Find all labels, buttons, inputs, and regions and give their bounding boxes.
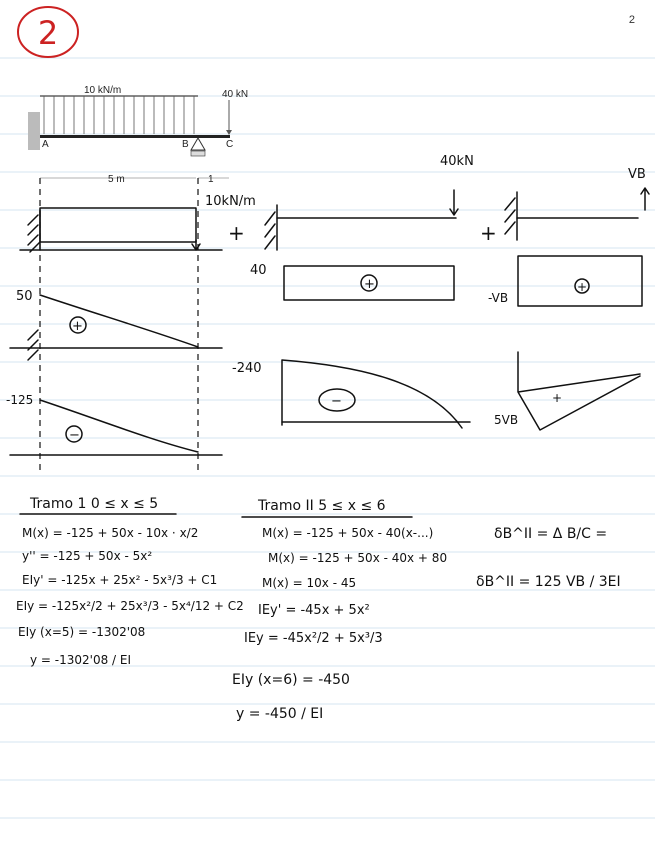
moment1-sign: − [69,428,80,443]
shear3-value: -VB [488,291,509,305]
case3-diagrams [488,167,649,430]
shear2-sign: + [364,277,375,292]
plus-sign-2: + [480,221,497,245]
load1-label: 10kN/m [205,194,256,209]
tramo2-calculations [232,498,447,722]
load2-label: 40kN [440,154,474,169]
shear1-sign: + [72,319,83,334]
shear1-value: 50 [16,289,33,304]
span-ab-label: 5 m [108,174,125,185]
beam-diagram [28,85,248,185]
circled-number-text: 2 [37,14,59,52]
right-side-notes [476,526,621,590]
tramo2-line: M(x) = -125 + 50x - 40(x-...) [262,526,434,540]
node-c-label: C [226,139,234,150]
deflection-note-2: δB^II = 125 VB / 3EI [476,574,621,590]
tramo1-heading: Tramo 1 0 ≤ x ≤ 5 [30,496,159,512]
tramo1-line: EIy' = -125x + 25x² - 5x³/3 + C1 [22,573,218,587]
moment3-sign: + [552,391,563,405]
moment1-value: -125 [6,393,34,407]
tramo2-line: M(x) = -125 + 50x - 40x + 80 [268,551,448,565]
case2-diagrams [232,154,474,428]
moment2-value: -240 [232,361,262,376]
moment2-sign: − [331,394,342,409]
load3-label: VB [628,167,646,182]
tramo2-line: IEy' = -45x + 5x² [258,603,370,618]
deflection-note-1: δB^II = Δ B/C = [494,526,608,542]
tramo2-line: EIy (x=6) = -450 [232,672,350,688]
moment3-value: 5VB [494,413,519,427]
tramo1-line: EIy (x=5) = -1302'08 [18,625,146,639]
point-load-label: 40 kN [222,89,249,100]
shear3-sign: + [577,280,588,294]
node-a-label: A [42,139,49,150]
tramo1-line: y'' = -125 + 50x - 5x² [22,549,153,563]
shear2-value: 40 [250,263,267,278]
page-number: 2 [628,14,635,26]
tramo2-line: IEy = -45x²/2 + 5x³/3 [244,631,383,646]
span-bc-label: 1 [208,174,214,185]
tramo2-line: M(x) = 10x - 45 [262,576,357,590]
node-b-label: B [182,139,189,150]
ruled-lines [0,58,655,818]
tramo1-line: M(x) = -125 + 50x - 10x · x/2 [22,526,199,540]
tramo2-line: y = -450 / EI [236,706,324,722]
tramo1-calculations [16,496,244,667]
circled-number-label [18,7,78,57]
distributed-load-label: 10 kN/m [84,85,122,96]
tramo1-line: y = -1302'08 / EI [30,653,132,667]
tramo1-line: EIy = -125x²/2 + 25x³/3 - 5x⁴/12 + C2 [16,599,244,613]
plus-sign-1: + [228,221,245,245]
tramo2-heading: Tramo II 5 ≤ x ≤ 6 [258,498,386,514]
